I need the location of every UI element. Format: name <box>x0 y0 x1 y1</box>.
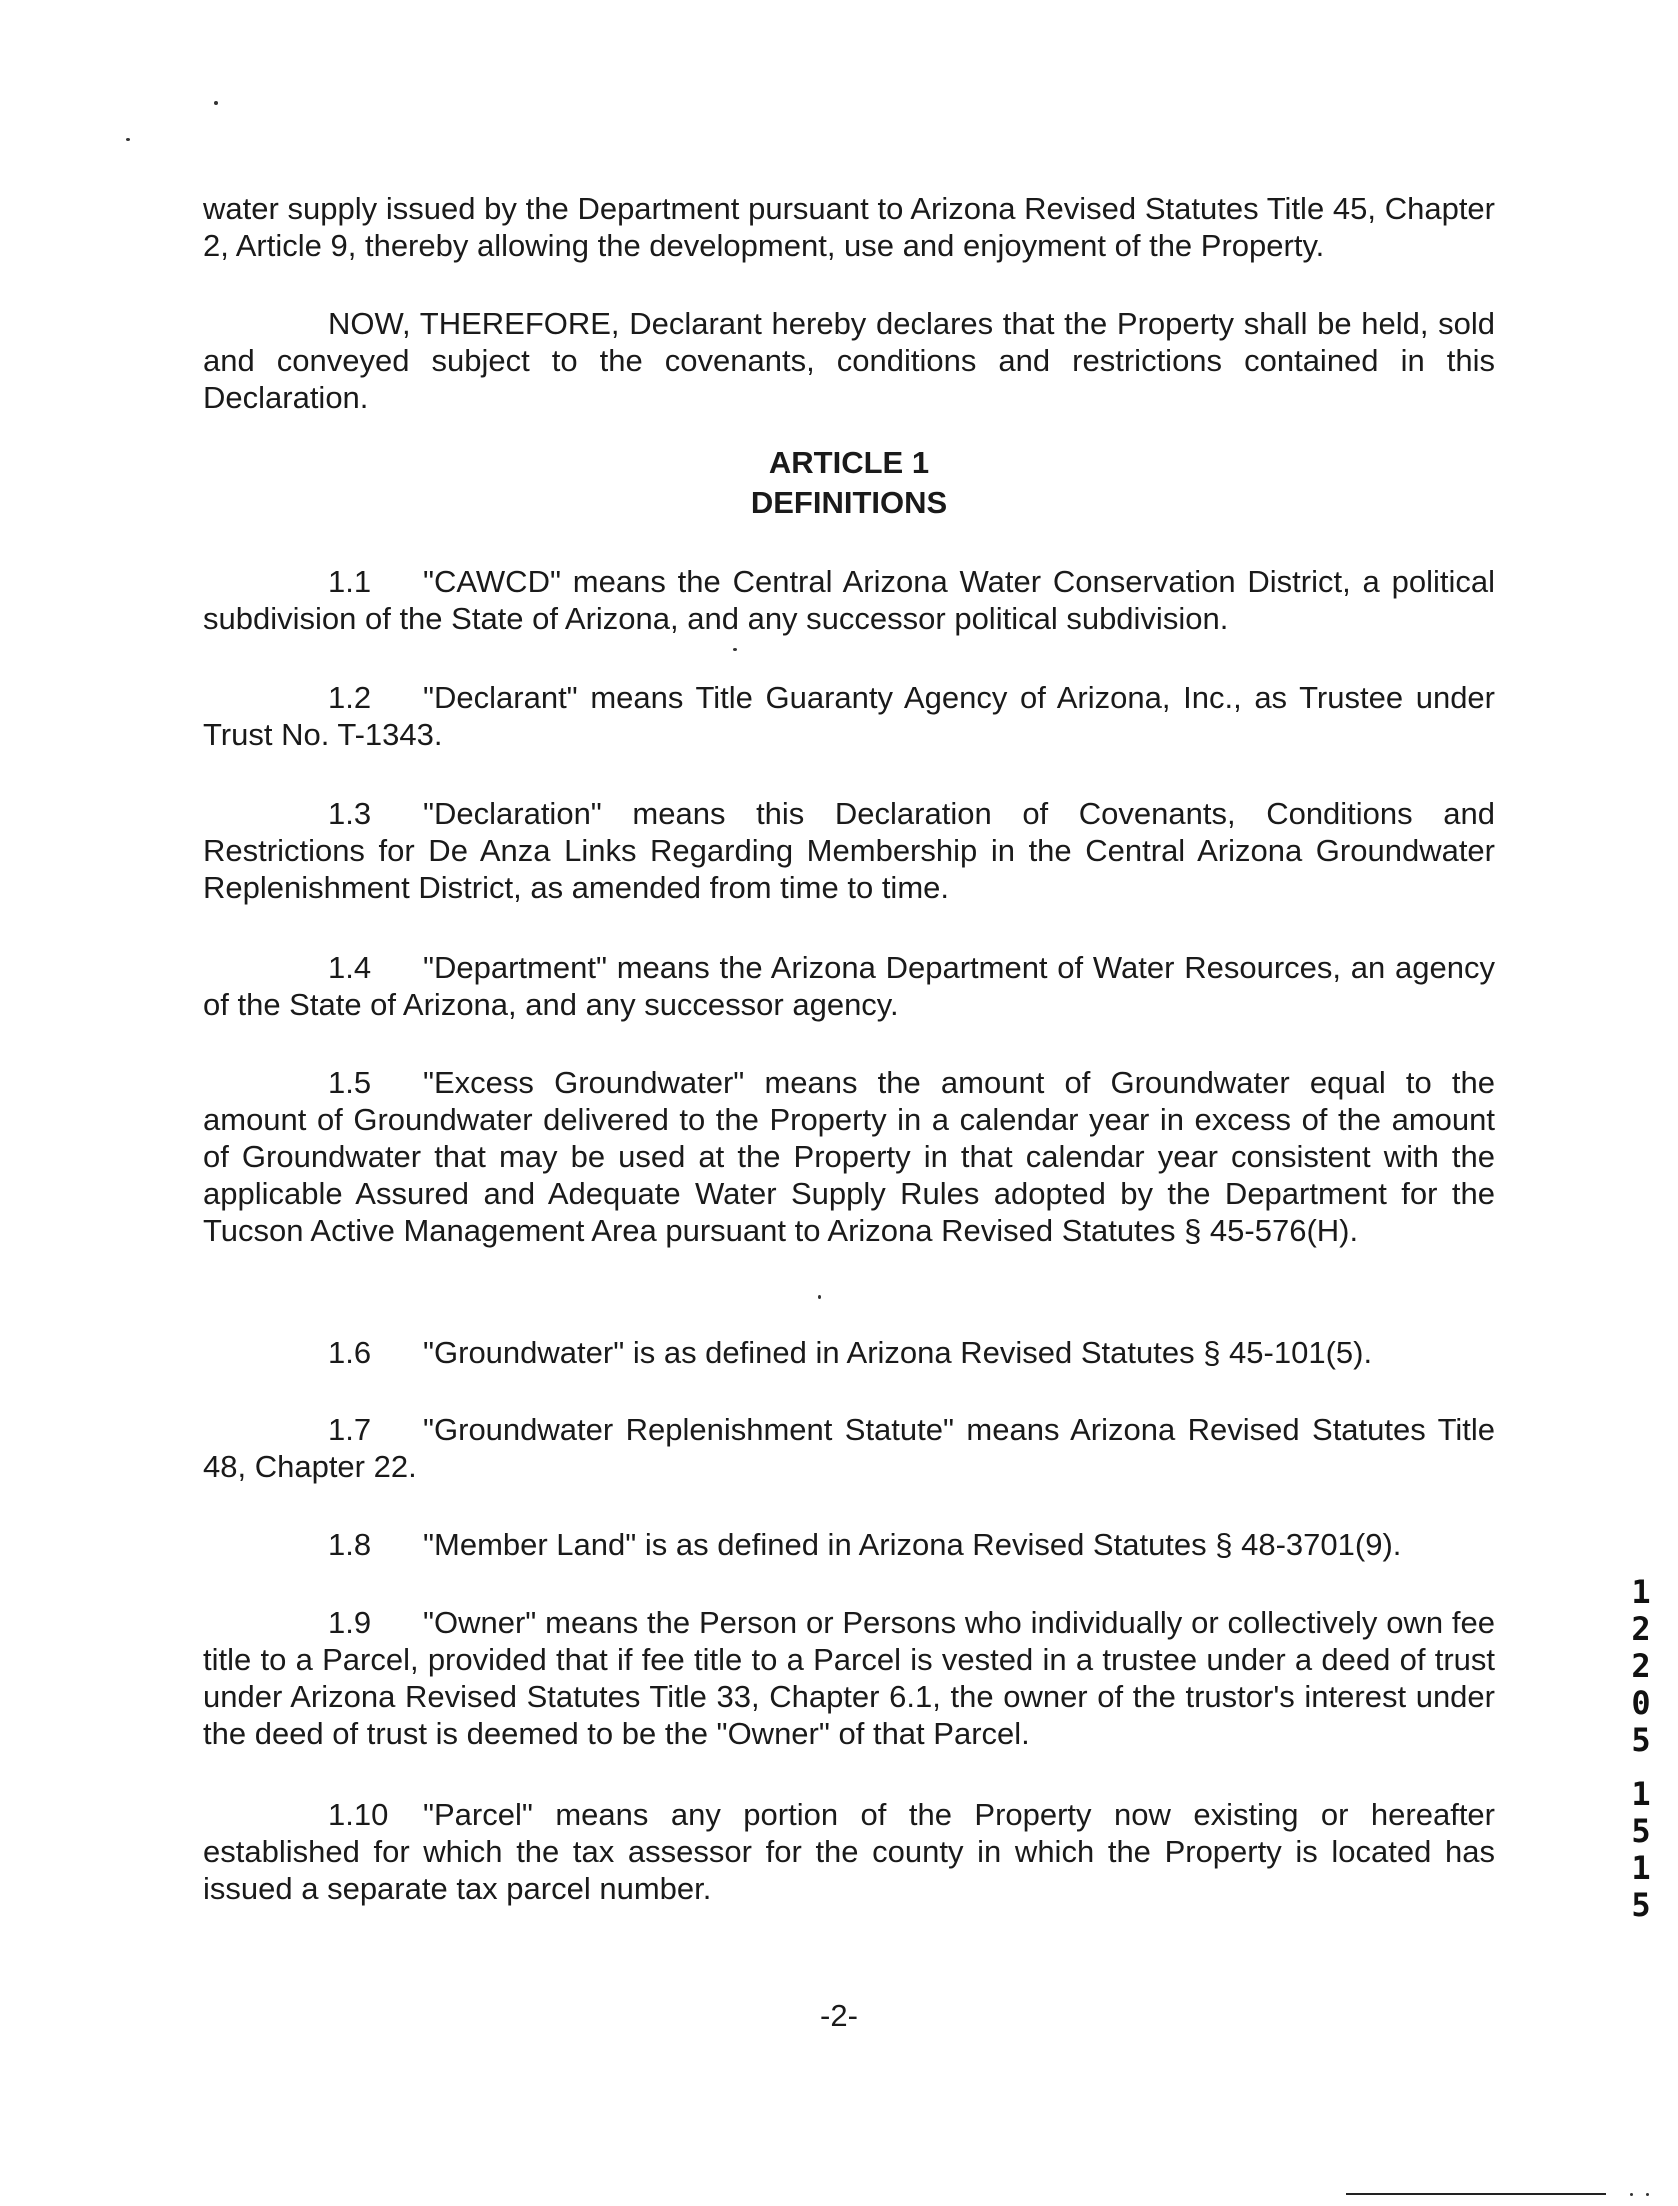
definition-number: 1.2 <box>328 680 372 715</box>
definition-text: "Declaration" means this Declaration of Covenants, Conditions and Restrictions for De Anza Links Regarding Membership in the Central Arizona Groundwater Replenishment District, as amended from time to time. <box>203 796 1495 905</box>
stamp-digit: 2 <box>1631 1647 1651 1685</box>
article-title: DEFINITIONS <box>750 485 948 520</box>
definition-text: "Groundwater Replenishment Statute" means Arizona Revised Statutes Title 48, Chapter 22. <box>203 1412 1495 1484</box>
definition-number: 1.8 <box>328 1527 372 1562</box>
definition-number: 1.4 <box>328 950 372 985</box>
scan-edge-line <box>1346 2193 1606 2195</box>
definition-number: 1.1 <box>328 564 372 599</box>
definition-number: 1.6 <box>328 1335 372 1370</box>
definition-1-4 <box>203 949 1495 1023</box>
definition-text: "Excess Groundwater" means the amount of Groundwater equal to the amount of Groundwater delivered to the Property in a calendar year in excess of the amount of Groundwater that may be used at the Property in that calendar year consistent with the applicable Assured and Adequate Water Supply Rules adopted by the Department for the Tucson Active Management Area pursuant to Arizona Revised Statutes § 45-576(H). <box>203 1065 1495 1248</box>
stamp-digit: 0 <box>1631 1684 1651 1722</box>
recording-stamp-lower <box>1626 1776 1656 1924</box>
definition-text: "Parcel" means any portion of the Property now existing or hereafter established for which the tax assessor for the county in which the Property is located has issued a separate tax parcel number. <box>203 1797 1495 1906</box>
definition-number: 1.5 <box>328 1065 372 1100</box>
stamp-digit: 2 <box>1631 1610 1651 1648</box>
stamp-digit: 1 <box>1631 1573 1651 1611</box>
definition-1-8 <box>203 1526 1495 1563</box>
definition-1-2 <box>203 679 1495 753</box>
stamp-digit: 5 <box>1631 1721 1651 1759</box>
definition-1-6 <box>203 1334 1495 1371</box>
definition-text: "Department" means the Arizona Department of Water Resources, an agency of the State of Arizona, and any successor agency. <box>203 950 1495 1022</box>
scan-speck <box>733 648 737 651</box>
definition-text: "Owner" means the Person or Persons who individually or collectively own fee title to a Parcel, provided that if fee title to a Parcel is vested in a trustee under a deed of trust under Arizona Revised Statutes Title 33, Chapter 6.1, the owner of the trustor's interest under the deed of trust is deemed to be the "Owner" of that Parcel. <box>203 1605 1495 1751</box>
definition-text: "CAWCD" means the Central Arizona Water Conservation District, a political subdivision of the State of Arizona, and any successor political subdivision. <box>203 564 1495 636</box>
definition-1-1 <box>203 563 1495 637</box>
definition-text: "Declarant" means Title Guaranty Agency of Arizona, Inc., as Trustee under Trust No. T-1343. <box>203 680 1495 752</box>
definition-text: "Groundwater" is as defined in Arizona Revised Statutes § 45-101(5). <box>423 1335 1373 1370</box>
intro-paragraph-now-therefore: NOW, THEREFORE, Declarant hereby declares that the Property shall be held, sold and conveyed subject to the covenants, conditions and restrictions contained in this Declaration. <box>203 306 1495 415</box>
scan-speck <box>1630 2193 1633 2196</box>
definition-1-3 <box>203 795 1495 906</box>
scan-speck <box>126 138 130 141</box>
definition-1-9 <box>203 1604 1495 1752</box>
definition-1-10 <box>203 1796 1495 1907</box>
recording-stamp-upper <box>1626 1574 1656 1759</box>
definition-1-5 <box>203 1064 1495 1249</box>
definition-number: 1.3 <box>328 796 372 831</box>
stamp-digit: 5 <box>1631 1886 1651 1924</box>
page-number: -2- <box>820 1998 858 2033</box>
definition-1-7 <box>203 1411 1495 1485</box>
definition-number: 1.7 <box>328 1412 372 1447</box>
article-number: ARTICLE 1 <box>768 445 930 480</box>
stamp-digit: 1 <box>1631 1849 1651 1887</box>
definition-text: "Member Land" is as defined in Arizona Revised Statutes § 48-3701(9). <box>423 1527 1402 1562</box>
definition-number: 1.9 <box>328 1605 372 1640</box>
stamp-digit: 1 <box>1631 1775 1651 1813</box>
stamp-digit: 5 <box>1631 1812 1651 1850</box>
definition-number: 1.10 <box>328 1797 389 1832</box>
scan-speck <box>1646 2193 1649 2196</box>
scan-speck <box>214 101 218 105</box>
scan-speck <box>818 1295 821 1299</box>
intro-paragraph-continued: water supply issued by the Department pursuant to Arizona Revised Statutes Title 45, Chapter 2, Article 9, thereby allowing the development, use and enjoyment of the Property. <box>203 191 1495 263</box>
